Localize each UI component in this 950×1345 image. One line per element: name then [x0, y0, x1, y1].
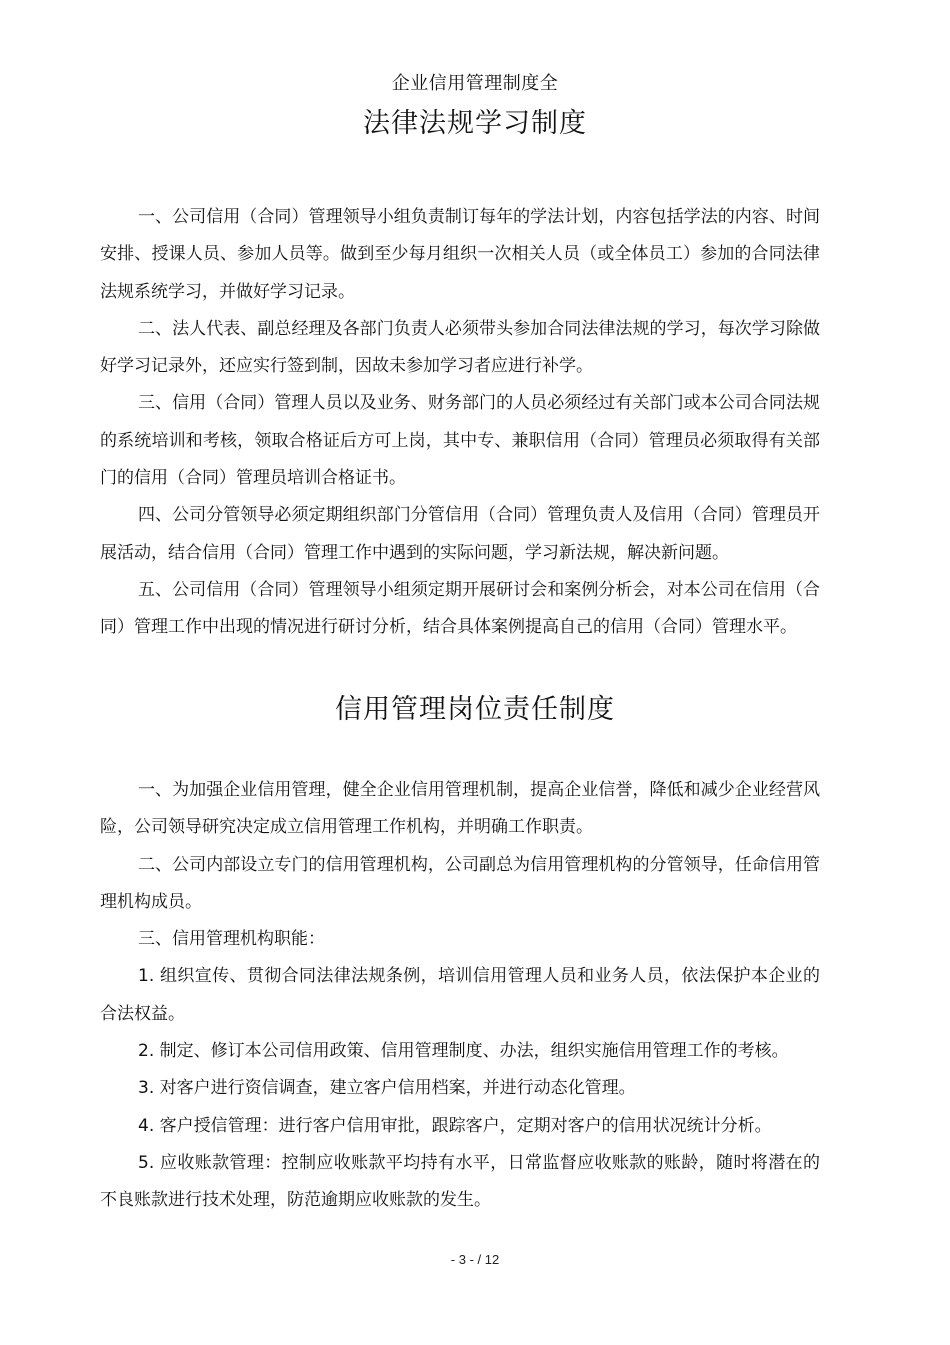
- paragraph: 五、公司信用（合同）管理领导小组须定期开展研讨会和案例分析会，对本公司在信用（合同）管理工作中出现的情况进行研讨分析，结合具体案例提高自己的信用（合同）管理水平。: [100, 579, 820, 638]
- paragraph: 一、为加强企业信用管理，健全企业信用管理机制，提高企业信誉，降低和减少企业经营风险，公司领导研究决定成立信用管理工作机构，并明确工作职责。: [100, 780, 820, 838]
- section-title-credit-responsibility: 信用管理岗位责任制度: [335, 694, 615, 725]
- paragraph: 三、信用（合同）管理人员以及业务、财务部门的人员必须经过有关部门或本公司合同法规的系统培训和考核，领取合格证后方可上岗，其中专、兼职信用（合同）管理员必须取得有关部门的信用（合同）管理员培训合格证书。: [100, 393, 820, 489]
- paragraph: 四、公司分管领导必须定期组织部门分管信用（合同）管理负责人及信用（合同）管理员开展活动，结合信用（合同）管理工作中遇到的实际问题，学习新法规，解决新问题。: [100, 505, 820, 563]
- paragraph: 二、公司内部设立专门的信用管理机构，公司副总为信用管理机构的分管领导，任命信用管理机构成员。: [100, 854, 820, 912]
- list-item: 3. 对客户进行资信调查，建立客户信用档案，并进行动态化管理。: [138, 1078, 636, 1099]
- section-title-legal-study: 法律法规学习制度: [363, 108, 587, 139]
- document-title: 企业信用管理制度全: [391, 73, 559, 94]
- list-item: 2. 制定、修订本公司信用政策、信用管理制度、办法，组织实施信用管理工作的考核。: [138, 1041, 789, 1062]
- list-item: 1. 组织宣传、贯彻合同法律法规条例，培训信用管理人员和业务人员，依法保护本企业的合法权益。: [100, 966, 820, 1024]
- section-body-legal-study: [100, 199, 820, 647]
- list-item: 5. 应收账款管理：控制应收账款平均持有水平，日常监督应收账款的账龄，随时将潜在的不良账款进行技术处理，防范逾期应收账款的发生。: [100, 1152, 820, 1211]
- section-body-credit-responsibility: [100, 772, 820, 1220]
- list-item: 4. 客户授信管理：进行客户信用审批，跟踪客户，定期对客户的信用状况统计分析。: [138, 1115, 772, 1136]
- paragraph: 一、公司信用（合同）管理领导小组负责制订每年的学法计划，内容包括学法的内容、时间安排、授课人员、参加人员等。做到至少每月组织一次相关人员（或全体员工）参加的合同法律法规系统学习，并做好学习记录。: [100, 207, 820, 302]
- paragraph: 二、法人代表、副总经理及各部门负责人必须带头参加合同法律法规的学习，每次学习除做好学习记录外，还应实行签到制，因故未参加学习者应进行补学。: [100, 318, 820, 377]
- paragraph: 三、信用管理机构职能：: [138, 929, 325, 950]
- page-number: - 3 - / 12: [450, 1252, 500, 1267]
